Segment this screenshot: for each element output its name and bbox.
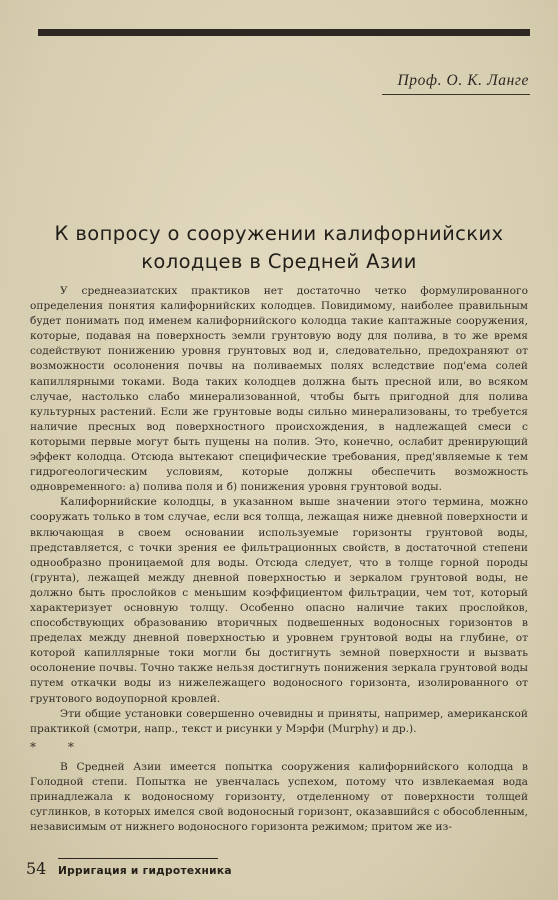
paragraph: Калифорнийские колодцы, в указанном выше значении этого термина, можно сооружать только в том случае, если вся толща, лежащая ниже дневной поверхности и включающая в своем основании используемые горизонты грунтовой воды, представляется, с точки зрения ее фильтрационных свойств, в достаточной степени однообразно проницаемой для воды. Отсюда следует, что в толще горной породы (грунта), лежащей между дневной поверхностью и зеркалом грунтовой воды, не должно быть прослойков с меньшим коэффициентом фильтрации, чем тот, который характеризует основную толщу. Особенно опасно наличие таких прослойков, способствующих образованию вторичных подвешенных водоносных горизонтов в пределах между дневной поверхностью и уровнем грунтовой воды на глубине, от которой капиллярные токи могли бы достигнуть земной поверхности и вызвать осолонение почвы. Точно также нельзя достигнуть понижения зеркала грунтовой воды путем откачки воды из нижележащего водоносного горизонта, изолированного от грунтового водоупорной кровлей. — [30, 496, 528, 705]
paragraph: Эти общие установки совершенно очевидны и приняты, например, американской практикой (смотри, напр., текст и рисунки у Мэрфи (Murphy) и др.). — [30, 707, 528, 735]
article-body — [30, 284, 528, 846]
footer-rule — [58, 858, 218, 859]
paragraph: В Средней Азии имеется попытка сооружения калифорнийского колодца в Голодной степи. Попытка не увенчалась успехом, потому что извлекаемая вода принадлежала к водоносному горизонту, отделенному от поверхности толщей суглинков, в которых имелся свой водоносный горизонт, оказавшийся с обособленным, независимым от нижнего водоносного горизонта режимом; притом же из- — [30, 760, 528, 834]
section-separator: * * — [30, 739, 88, 754]
author-name: Проф. О. К. Ланге — [397, 72, 529, 89]
article-title — [30, 220, 528, 276]
top-rule — [38, 29, 530, 36]
paragraph: У среднеазиатских практиков нет достаточно четко формулированного определения понятия калифорнийских колодцев. Повидимому, наиболее правильным будет понимать под именем калифорнийского колодца такие каптажные сооружения, которые, подавая на поверхность земли грунтовую воду для полива, в то же время содействуют понижению уровня грунтовых вод и, следовательно, предохраняют от возможности осолонения почвы на поливаемых полях вследствие под'ема солей капиллярными токами. Вода таких колодцев должна быть пресной или, во всяком случае, настолько слабо минерализованной, чтобы быть пригодной для полива культурных растений. Если же грунтовые воды сильно минерализованы, то требуется наличие пресных вод поверхностного происхождения, в надлежащей смеси с которыми первые могут быть пущены на полив. Это, конечно, ослабит дренирующий эффект колодца. Отсюда вытекают специфические требования, пред'являемые к тем гидрогеологическим условиям, которые должны обеспечить возможность одновременного: а) полива поля и б) понижения уровня грунтовой воды. — [30, 285, 528, 494]
journal-name: Ирригация и гидротехника — [58, 865, 232, 877]
title-line: колодцев в Средней Азии — [141, 250, 417, 273]
author-underline — [382, 94, 530, 95]
page-number: 54 — [26, 859, 47, 878]
title-line: К вопросу о сооружении калифорнийских — [54, 222, 504, 245]
